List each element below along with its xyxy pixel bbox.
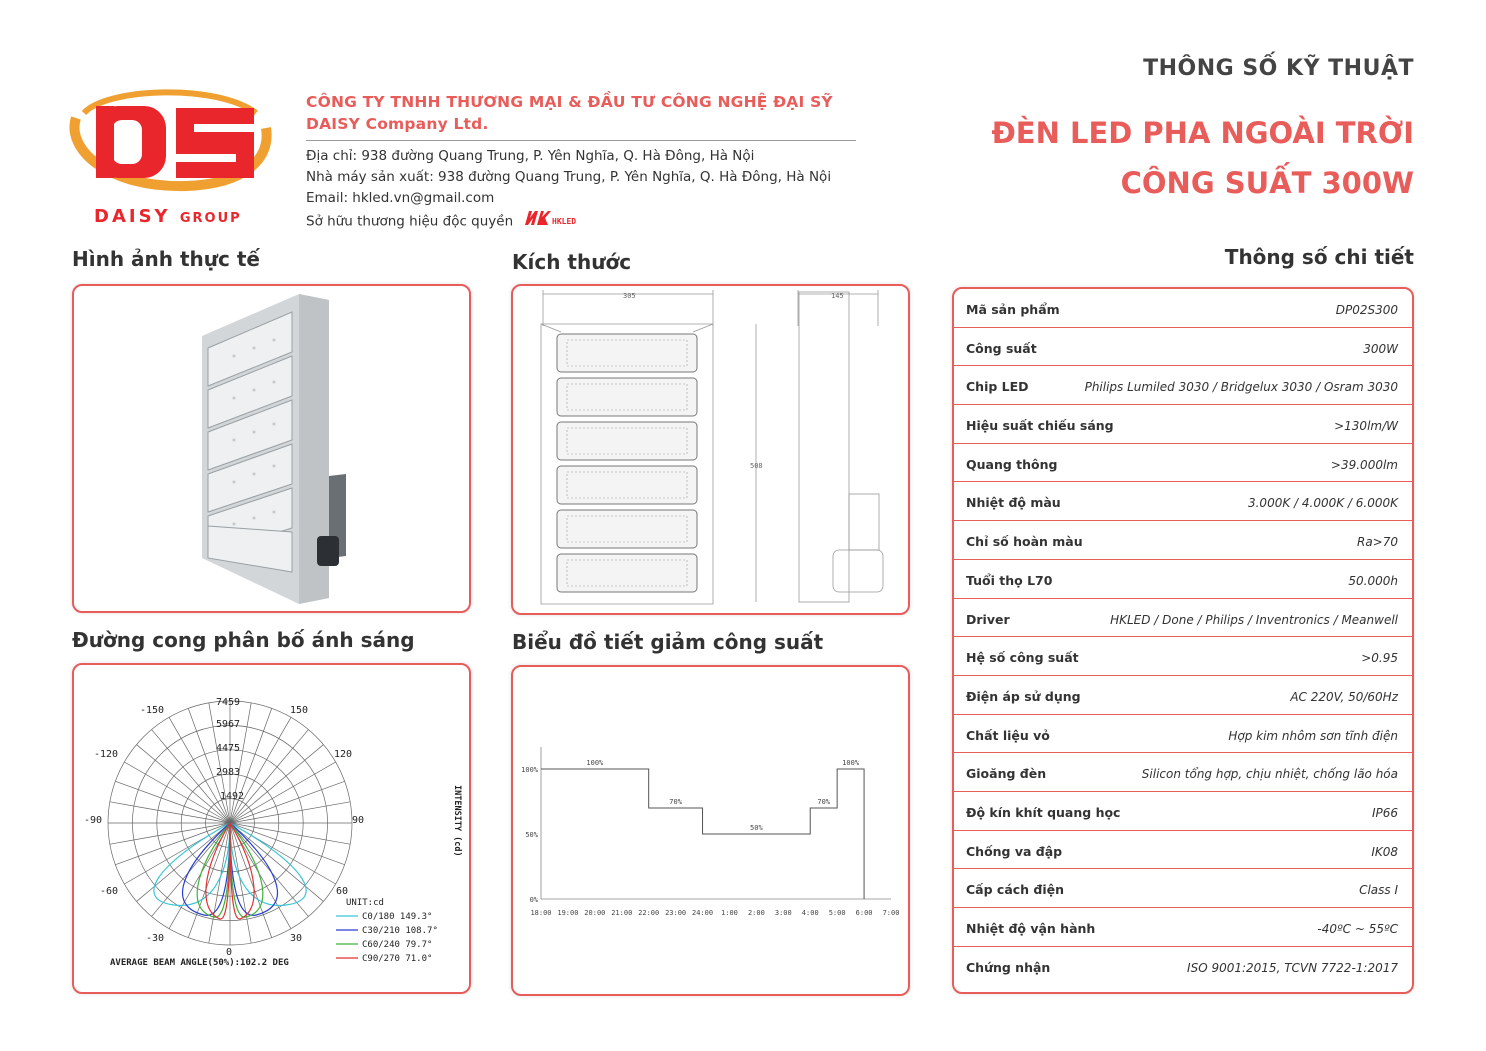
section-title-dimming: Biểu đồ tiết giảm công suất: [512, 630, 824, 654]
polar-diagram: [74, 665, 469, 992]
spec-row: [954, 753, 1412, 792]
dim-height-label: 508: [750, 462, 763, 470]
polar-ring-label: 2983: [216, 767, 241, 778]
spec-row: [954, 444, 1412, 483]
polar-legend-item: C0/180 149.3°: [362, 912, 433, 922]
polar-angle-label: 90: [352, 815, 365, 826]
x-tick-label: 1:00: [721, 909, 738, 917]
specs-table: [954, 289, 1412, 985]
x-tick-label: 23:00: [665, 909, 687, 917]
product-title-line2: CÔNG SUẤT 300W: [1120, 166, 1414, 200]
company-email: Email: hkled.vn@gmail.com: [306, 190, 495, 206]
dim-depth-label: 145: [831, 292, 844, 300]
spec-value: >130lm/W: [1334, 419, 1398, 434]
logo-brand-suffix: GROUP: [179, 211, 242, 226]
polar-legend: [336, 912, 438, 964]
step-value-label: 70%: [817, 798, 831, 806]
spec-label: Chất liệu vỏ: [966, 727, 1050, 743]
company-name-block: [306, 91, 833, 135]
spec-value: AC 220V, 50/60Hz: [1290, 689, 1398, 704]
polar-legend-item: C60/240 79.7°: [362, 940, 433, 950]
spec-value: Silicon tổng hợp, chịu nhiệt, chống lão hóa: [1141, 767, 1398, 782]
polar-ring-label: 5967: [216, 719, 241, 730]
spec-value: Hợp kim nhôm sơn tĩnh điện: [1228, 728, 1398, 743]
spec-value: >39.000lm: [1330, 457, 1398, 472]
section-title-dimensions: Kích thước: [512, 250, 632, 274]
product-title: [991, 108, 1414, 208]
spec-label: Công suất: [966, 340, 1037, 356]
x-tick-label: 7:00: [882, 909, 900, 917]
polar-ring-label: 1492: [220, 791, 245, 802]
company-divider: [306, 140, 856, 141]
spec-value: 50.000h: [1348, 573, 1398, 588]
polar-angle-label: 0: [226, 947, 233, 958]
polar-angle-label: 60: [336, 886, 349, 897]
spec-label: Chip LED: [966, 379, 1029, 395]
specs-panel: [952, 287, 1414, 994]
spec-row: [954, 482, 1412, 521]
spec-label: Nhiệt độ vận hành: [966, 921, 1096, 936]
spec-value: Philips Lumiled 3030 / Bridgelux 3030 / Osram 3030: [1084, 380, 1398, 395]
dimming-chart-panel: [511, 665, 910, 996]
spec-value: >0.95: [1361, 651, 1398, 666]
spec-row: [954, 637, 1412, 676]
spec-row: [954, 366, 1412, 405]
polar-angle-label: -30: [146, 933, 165, 944]
spec-label: Hiệu suất chiếu sáng: [966, 418, 1114, 434]
logo-brand: DAISY: [94, 206, 171, 227]
product-photo-panel: [72, 284, 471, 613]
spec-value: -40ºC ~ 55ºC: [1317, 922, 1398, 936]
spec-value: IP66: [1371, 805, 1398, 820]
spec-row: [954, 908, 1412, 947]
spec-row: [954, 947, 1412, 986]
dimensions-panel: [511, 284, 910, 615]
hkled-logo-text: HKLED: [552, 217, 577, 226]
spec-row: [954, 405, 1412, 444]
step-value-label: 70%: [669, 798, 682, 806]
polar-beam-angle: AVERAGE BEAM ANGLE(50%):102.2 DEG: [110, 958, 289, 968]
x-tick-label: 22:00: [638, 909, 660, 917]
spec-row: [954, 792, 1412, 831]
x-tick-label: 18:00: [530, 909, 552, 917]
polar-angle-label: -150: [140, 705, 165, 716]
spec-value: 300W: [1363, 341, 1398, 356]
company-factory: Nhà máy sản xuất: 938 đường Quang Trung, P. Yên Nghĩa, Q. Hà Đông, Hà Nội: [306, 169, 832, 185]
company-logo: [66, 88, 286, 228]
spec-label: Cấp cách điện: [966, 882, 1065, 898]
polar-legend-item: C90/270 71.0°: [362, 954, 433, 964]
spec-value: Class I: [1359, 883, 1398, 898]
y-tick-label: 0%: [529, 896, 538, 904]
company-name-vi: CÔNG TY TNHH THƯƠNG MẠI & ĐẦU TƯ CÔNG NGHỆ ĐẠI SỸ: [306, 93, 833, 111]
polar-unit: UNIT:cd: [346, 898, 384, 908]
polar-angle-label: 120: [334, 749, 353, 760]
x-tick-label: 24:00: [691, 909, 714, 917]
step-value-label: 50%: [750, 824, 763, 832]
spec-value: HKLED / Done / Philips / Inventronics / Meanwell: [1110, 612, 1398, 627]
spec-value: DP02S300: [1335, 303, 1398, 317]
x-tick-label: 20:00: [584, 909, 606, 917]
spec-label: Gioăng đèn: [966, 766, 1047, 782]
polar-axis-label: INTENSITY (cd): [452, 785, 462, 857]
spec-row: [954, 328, 1412, 367]
spec-row: [954, 869, 1412, 908]
spec-value: Ra>70: [1356, 535, 1398, 550]
polar-ring-label: 4475: [216, 743, 241, 754]
polar-ring-label: 7459: [216, 697, 241, 708]
spec-label: Chứng nhận: [966, 959, 1051, 975]
polar-legend-item: C30/210 108.7°: [362, 926, 438, 936]
brand-owner-line: [306, 209, 831, 234]
polar-angle-label: -90: [84, 815, 103, 826]
step-value-label: 100%: [586, 759, 604, 767]
light-curve-panel: [72, 663, 471, 994]
spec-label: Mã sản phẩm: [966, 302, 1060, 317]
spec-value: ISO 9001:2015, TCVN 7722-1:2017: [1187, 960, 1398, 975]
y-tick-label: 100%: [521, 766, 538, 774]
spec-row: [954, 676, 1412, 715]
hkled-logo: [523, 209, 583, 234]
spec-label: Chống va đập: [966, 843, 1063, 859]
section-title-photo: Hình ảnh thực tế: [72, 247, 260, 271]
dimension-drawing: [513, 286, 908, 613]
spec-row: [954, 715, 1412, 754]
spec-value: 3.000K / 4.000K / 6.000K: [1247, 496, 1398, 511]
company-contact: [306, 146, 831, 234]
x-tick-label: 4:00: [801, 909, 819, 917]
spec-row: [954, 599, 1412, 638]
spec-row: [954, 831, 1412, 870]
hkled-logo-icon: [523, 209, 583, 227]
spec-label: Tuổi thọ L70: [966, 572, 1053, 588]
document-title: THÔNG SỐ KỸ THUẬT: [1143, 56, 1414, 81]
spec-row: [954, 560, 1412, 599]
product-photo: [74, 286, 469, 611]
spec-label: Nhiệt độ màu: [966, 495, 1061, 511]
spec-label: Driver: [966, 611, 1010, 627]
x-tick-label: 21:00: [611, 909, 633, 917]
spec-label: Điện áp sử dụng: [966, 688, 1081, 704]
spec-label: Chỉ số hoàn màu: [966, 534, 1083, 550]
company-name-en: DAISY Company Ltd.: [306, 115, 489, 133]
step-value-label: 100%: [842, 759, 860, 767]
spec-label: Hệ số công suất: [966, 650, 1079, 666]
polar-angle-label: -60: [100, 886, 119, 897]
brand-owner-text: Sở hữu thương hiệu độc quyền: [306, 213, 514, 230]
spec-value: IK08: [1371, 844, 1398, 859]
polar-angle-label: -120: [94, 749, 119, 760]
dim-width-label: 305: [623, 292, 636, 300]
x-tick-label: 6:00: [855, 909, 873, 917]
x-tick-label: 5:00: [828, 909, 846, 917]
power-step-line: [541, 769, 864, 899]
polar-angle-label: 30: [290, 933, 303, 944]
spec-label: Quang thông: [966, 456, 1058, 472]
section-title-light-curve: Đường cong phân bố ánh sáng: [72, 628, 415, 652]
dimming-chart: [513, 667, 908, 994]
x-tick-label: 2:00: [747, 909, 765, 917]
spec-row: [954, 289, 1412, 328]
section-title-specs: Thông số chi tiết: [1224, 245, 1414, 269]
x-tick-label: 19:00: [557, 909, 579, 917]
spec-label: Độ kín khít quang học: [966, 804, 1121, 820]
product-title-line1: ĐÈN LED PHA NGOÀI TRỜI: [991, 116, 1414, 150]
company-address: Địa chỉ: 938 đường Quang Trung, P. Yên Nghĩa, Q. Hà Đông, Hà Nội: [306, 148, 755, 164]
polar-angle-label: 150: [290, 705, 309, 716]
x-tick-label: 3:00: [774, 909, 792, 917]
spec-row: [954, 521, 1412, 560]
y-tick-label: 50%: [525, 831, 538, 839]
